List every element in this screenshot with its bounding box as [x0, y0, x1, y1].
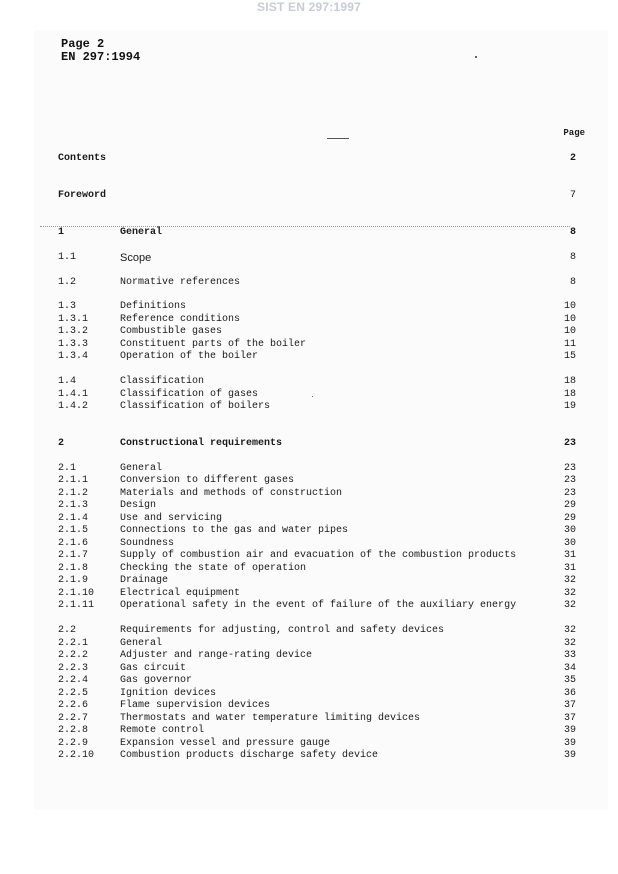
toc-title: Expansion vessel and pressure gauge [120, 738, 331, 749]
toc-number: 2.2.2 [58, 650, 89, 661]
toc-number: 2.2.9 [58, 738, 89, 749]
toc-page: 8 [569, 227, 576, 238]
toc-page: 11 [563, 339, 576, 350]
toc-title: Gas governor [120, 675, 193, 686]
toc-title: Operation of the boiler [120, 351, 259, 362]
toc-number: 2.1.8 [58, 563, 89, 574]
toc-title: Reference conditions [120, 314, 241, 325]
toc-number: 2.1.10 [58, 588, 95, 599]
toc-number: 1.4.2 [58, 401, 89, 412]
toc-title: General [120, 463, 163, 474]
toc-page: 35 [563, 675, 576, 686]
toc-page: 33 [563, 650, 576, 661]
toc-page: 37 [563, 700, 576, 711]
toc-number: 2.1.9 [58, 575, 89, 586]
toc-number: 2.2 [58, 625, 77, 636]
toc-number: 1.3.2 [58, 326, 89, 337]
toc-title: Thermostats and water temperature limiting devices [120, 713, 421, 724]
toc-title: Definitions [120, 301, 187, 312]
toc-title: Normative references [120, 277, 241, 288]
toc-number: 1.3.4 [58, 351, 89, 362]
toc-page: 29 [563, 513, 576, 524]
toc-page: 32 [563, 600, 576, 611]
toc-number: 1 [58, 227, 65, 238]
toc-page: 32 [563, 625, 576, 636]
toc-title: Operational safety in the event of failure of the auxiliary energy [120, 600, 517, 611]
toc-title: Flame supervision devices [120, 700, 271, 711]
toc-page: 39 [563, 725, 576, 736]
toc-title: Contents [58, 153, 107, 164]
standard-reference: EN 297:1994 [61, 50, 141, 64]
watermark: SIST EN 297:1997 [257, 0, 361, 14]
toc-page: 23 [563, 475, 576, 486]
toc-number: 2.1.6 [58, 538, 89, 549]
toc-number: 2.2.4 [58, 675, 89, 686]
toc-title: Connections to the gas and water pipes [120, 525, 349, 536]
toc-title: Drainage [120, 575, 169, 586]
toc-page: 37 [563, 713, 576, 724]
toc-title: Ignition devices [120, 688, 217, 699]
toc-number: 1.2 [58, 277, 77, 288]
toc-title: Remote control [120, 725, 205, 736]
toc-page: 31 [563, 563, 576, 574]
page-number-label: Page 2 [61, 37, 105, 51]
toc-title: Constituent parts of the boiler [120, 339, 307, 350]
toc-page: 18 [563, 389, 576, 400]
toc-number: 2.2.7 [58, 713, 89, 724]
toc-title: Constructional requirements [120, 438, 283, 449]
toc-number: 2.2.3 [58, 663, 89, 674]
toc-number: 1.3.3 [58, 339, 89, 350]
toc-page: 18 [563, 376, 576, 387]
toc-title: Adjuster and range-rating device [120, 650, 313, 661]
toc-number: 2.1.7 [58, 550, 89, 561]
toc-title: Conversion to different gases [120, 475, 295, 486]
toc-title: General [120, 638, 163, 649]
page-header [61, 38, 140, 64]
toc-page: 32 [563, 638, 576, 649]
toc-number: 2.1.5 [58, 525, 89, 536]
toc-title: Scope [120, 252, 152, 264]
toc-page: 23 [563, 438, 576, 449]
toc-title: Classification of boilers [120, 401, 271, 412]
toc-title: Foreword [58, 190, 107, 201]
toc-number: 2.1.11 [58, 600, 95, 611]
toc-page: 36 [563, 688, 576, 699]
toc-title: Classification [120, 376, 205, 387]
toc-page: 30 [563, 538, 576, 549]
toc-title: General [120, 227, 163, 238]
toc-number: 1.3 [58, 301, 77, 312]
toc-page: 2 [569, 153, 576, 164]
toc-title: Design [120, 500, 157, 511]
toc-page: 19 [563, 401, 576, 412]
toc-page: 39 [563, 738, 576, 749]
toc-title: Requirements for adjusting, control and safety devices [120, 625, 445, 636]
toc-title: Combustion products discharge safety device [120, 750, 379, 761]
toc-number: 1.4 [58, 376, 77, 387]
toc-page: 7 [569, 190, 576, 201]
toc-title: Checking the state of operation [120, 563, 307, 574]
toc-title: Use and servicing [120, 513, 223, 524]
toc-page: 32 [563, 575, 576, 586]
toc-number: 2.1.1 [58, 475, 89, 486]
toc-page: 10 [563, 301, 576, 312]
scan-mark [327, 138, 349, 139]
toc-page: 29 [563, 500, 576, 511]
toc-number: 1.1 [58, 252, 77, 263]
toc-title: Supply of combustion air and evacuation of the combustion products [120, 550, 517, 561]
toc-page: 32 [563, 588, 576, 599]
toc-number: 2.2.5 [58, 688, 89, 699]
toc-number: 1.4.1 [58, 389, 89, 400]
toc-number: 2.2.8 [58, 725, 89, 736]
toc-title: Soundness [120, 538, 175, 549]
toc-page: 23 [563, 488, 576, 499]
toc-number: 2 [58, 438, 65, 449]
scan-speck [312, 396, 313, 397]
toc-page: 8 [569, 252, 576, 263]
toc-title: Materials and methods of construction [120, 488, 343, 499]
page-column-heading: Page [563, 128, 585, 138]
toc-page: 34 [563, 663, 576, 674]
toc-number: 2.2.6 [58, 700, 89, 711]
toc-page: 31 [563, 550, 576, 561]
toc-page: 23 [563, 463, 576, 474]
toc-number: 2.1.2 [58, 488, 89, 499]
toc-number: 2.1.3 [58, 500, 89, 511]
toc-number: 2.1 [58, 463, 77, 474]
toc-page: 15 [563, 351, 576, 362]
toc-page: 39 [563, 750, 576, 761]
toc-page: 30 [563, 525, 576, 536]
toc-number: 2.1.4 [58, 513, 89, 524]
toc-page: 8 [569, 277, 576, 288]
toc-number: 2.2.1 [58, 638, 89, 649]
toc-number: 1.3.1 [58, 314, 89, 325]
scan-speck [475, 56, 477, 58]
toc-title: Combustible gases [120, 326, 223, 337]
toc-number: 2.2.10 [58, 750, 95, 761]
toc-title: Classification of gases [120, 389, 259, 400]
toc-title: Gas circuit [120, 663, 187, 674]
toc-title: Electrical equipment [120, 588, 241, 599]
toc-page: 10 [563, 314, 576, 325]
toc-page: 10 [563, 326, 576, 337]
